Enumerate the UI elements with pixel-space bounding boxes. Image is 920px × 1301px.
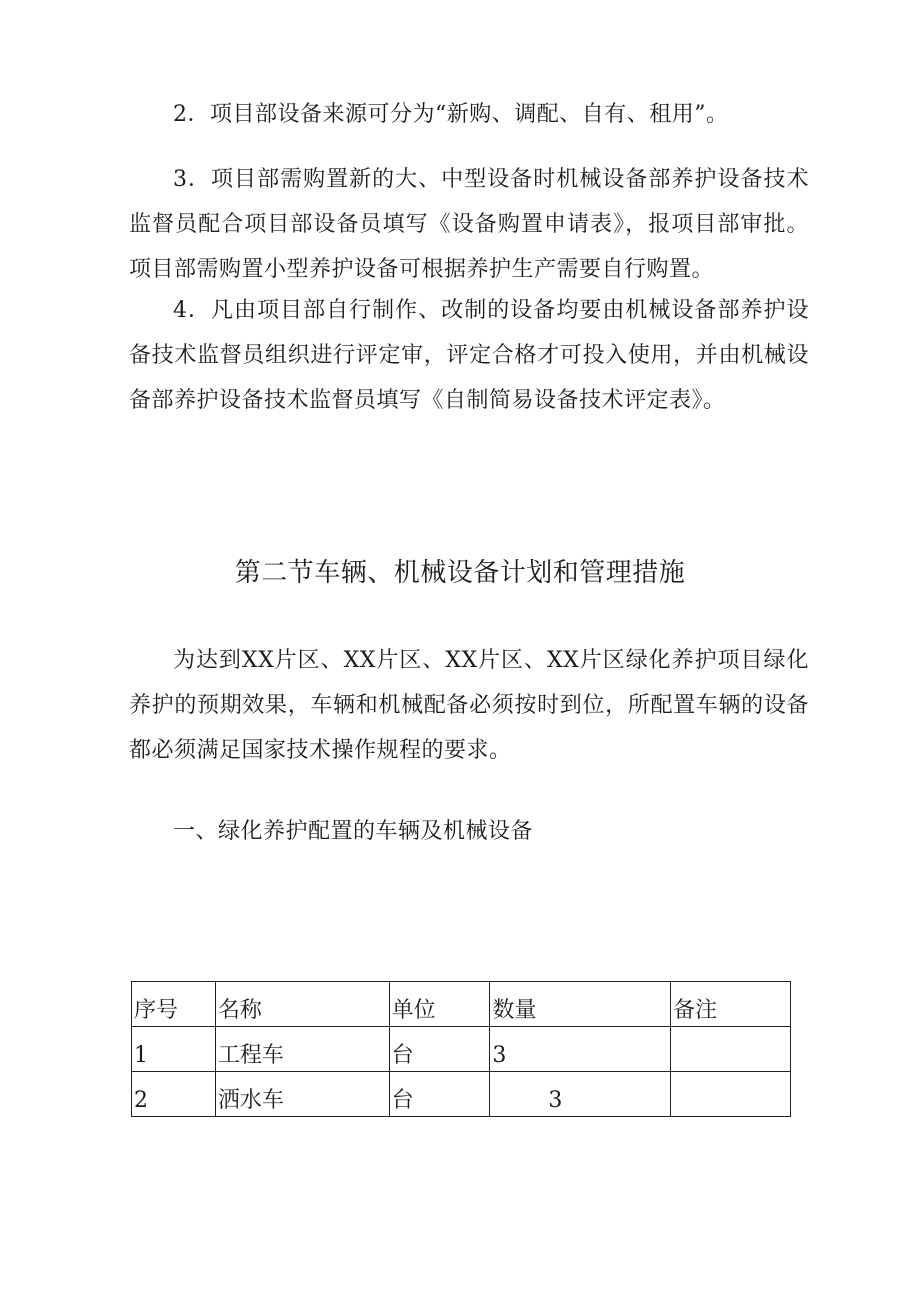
header-unit: 单位 (389, 982, 490, 1027)
paragraph-item-4: 4．凡由项目部自行制作、改制的设备均要由机械设备部养护设备技术监督员组织进行评定审，评定合格才可投入使用，并由机械设备部养护设备技术监督员填写《自制简易设备技术评定表》。 (129, 298, 809, 413)
cell-quantity: 3 (490, 1072, 671, 1117)
header-quantity: 数量 (490, 982, 671, 1027)
cell-index: 1 (132, 1027, 216, 1072)
cell-quantity: 3 (490, 1027, 671, 1072)
subsection-title: 一、绿化养护配置的车辆及机械设备 (173, 819, 534, 844)
paragraph-item-3: 3．项目部需购置新的大、中型设备时机械设备部养护设备技术监督员配合项目部设备员填写《设备购置申请表》，报项目部审批。项目部需购置小型养护设备可根据养护生产需要自行购置。 (129, 167, 809, 282)
cell-remarks (671, 1027, 791, 1072)
equipment-table (131, 981, 791, 1117)
header-index: 序号 (132, 982, 216, 1027)
header-name: 名称 (215, 982, 389, 1027)
table-header-row (132, 982, 791, 1027)
section-title: 第二节车辆、机械设备计划和管理措施 (234, 558, 686, 588)
paragraph-item-2: 2．项目部设备来源可分为“新购、调配、自有、租用”。 (173, 102, 729, 127)
table-row (132, 1027, 791, 1072)
cell-index: 2 (132, 1072, 216, 1117)
table-row (132, 1072, 791, 1117)
cell-name: 洒水车 (215, 1072, 389, 1117)
cell-unit: 台 (389, 1027, 490, 1072)
header-remarks: 备注 (671, 982, 791, 1027)
cell-name: 工程车 (215, 1027, 389, 1072)
intro-paragraph: 为达到XX片区、XX片区、XX片区、XX片区绿化养护项目绿化养护的预期效果，车辆和机械配备必须按时到位，所配置车辆的设备都必须满足国家技术操作规程的要求。 (129, 648, 809, 763)
cell-unit: 台 (389, 1072, 490, 1117)
cell-remarks (671, 1072, 791, 1117)
